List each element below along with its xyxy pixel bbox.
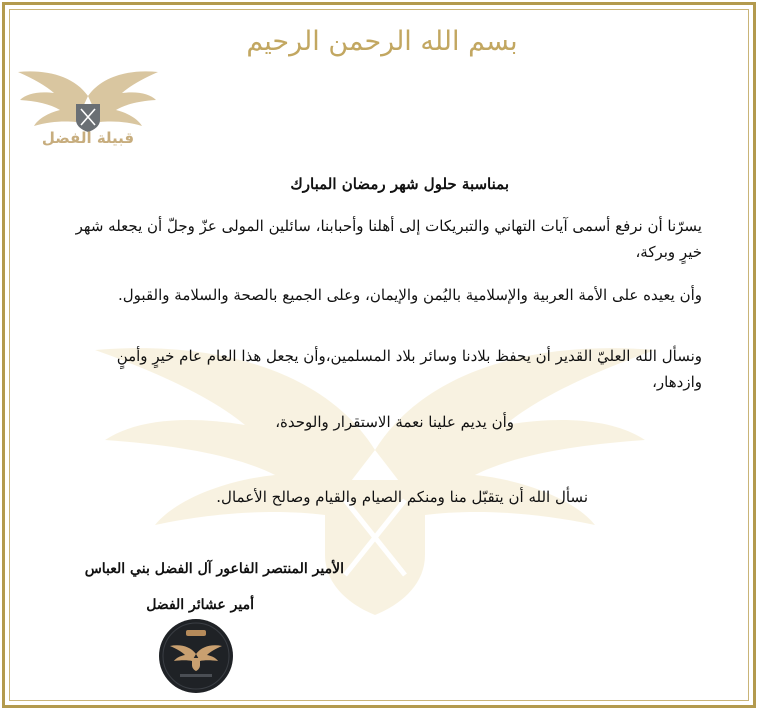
- tribe-seal-icon: [158, 618, 234, 694]
- letter-heading: بمناسبة حلول شهر رمضان المبارك: [290, 175, 509, 193]
- letter-paragraph: يسرّنا أن نرفع أسمى آيات التهاني والتبريكات إلى أهلنا وأحبابنا، سائلين المولى عزّ وجلّ أن يجعله شهر خيرٍ وبركة،: [75, 217, 702, 261]
- letter-paragraph: وأن يعيده على الأمة العربية والإسلامية باليُمن والإيمان، وعلى الجميع بالصحة والسلامة والقبول.: [118, 286, 702, 304]
- tribe-logo-label: قبيلة الفضل: [41, 129, 135, 147]
- signature-title: أمير عشائر الفضل: [146, 597, 254, 613]
- signature-name: الأمير المنتصر الفاعور آل الفضل بني العباس: [84, 561, 344, 577]
- basmala-heading: بسم الله الرحمن الرحيم: [246, 26, 518, 57]
- letter-paragraph: وأن يديم علينا نعمة الاستقرار والوحدة،: [275, 413, 514, 431]
- letter-paragraph: ونسأل الله العليّ القدير أن يحفظ بلادنا وسائر بلاد المسلمين،وأن يجعل هذا العام عام خيرٍ وأمنٍ وازدهار،: [116, 347, 702, 391]
- letter-closing: نسأل الله أن يتقبّل منا ومنكم الصيام والقيام وصالح الأعمال.: [216, 488, 588, 506]
